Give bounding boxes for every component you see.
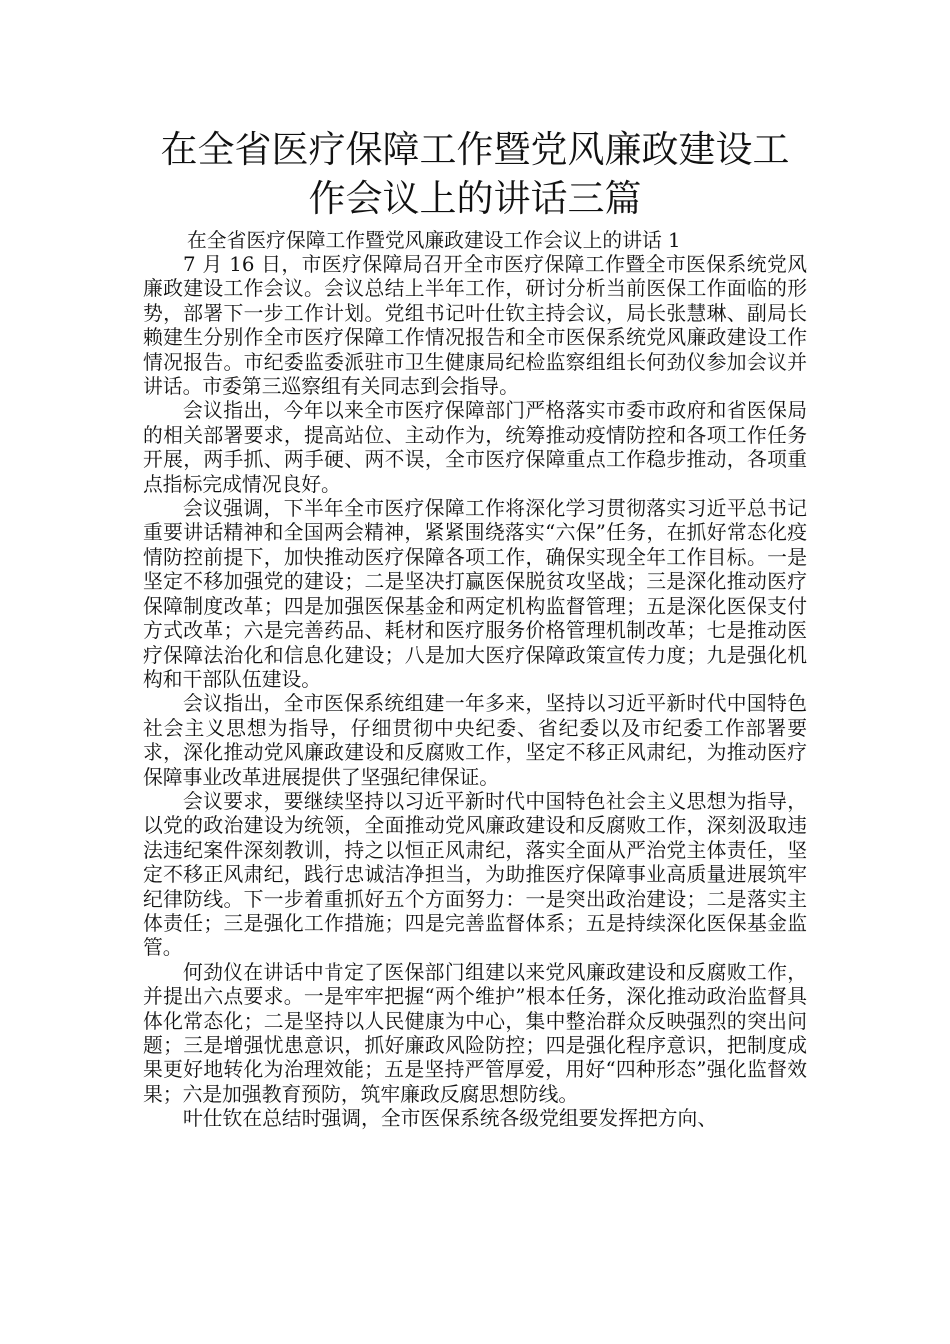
- section-heading: 在全省医疗保障工作暨党风廉政建设工作会议上的讲话 1: [187, 229, 681, 252]
- document-title: 在全省医疗保障工作暨党风廉政建设工作会议上的讲话三篇: [160, 128, 790, 220]
- paragraph-2: 会议指出，今年以来全市医疗保障部门严格落实市委市政府和省医保局的相关部署要求，提高站位、主动作为，统筹推动疫情防控和各项工作任务开展，两手抓、两手硬、两不误，全市医疗保障重点工作稳步推动，各项重点指标完成情况良好。: [143, 399, 807, 496]
- paragraph-6: 何劲仪在讲话中肯定了医保部门组建以来党风廉政建设和反腐败工作，并提出六点要求。一是牢牢把握“两个维护”根本任务，深化推动政治监督具体化常态化；二是坚持以人民健康为中心，集中整治群众反映强烈的突出问题；三是增强忧患意识，抓好廉政风险防控；四是强化程序意识，把制度成果更好地转化为治理效能；五是坚持严管厚爱，用好“四种形态”强化监督效果；六是加强教育预防，筑牢廉政反腐思想防线。: [143, 960, 807, 1106]
- paragraph-7: 叶仕钦在总结时强调，全市医保系统各级党组要发挥把方向、: [183, 1107, 718, 1131]
- paragraph-5: 会议要求，要继续坚持以习近平新时代中国特色社会主义思想为指导，以党的政治建设为统领，全面推动党风廉政建设和反腐败工作，深刻汲取违法违纪案件深刻教训，持之以恒正风肃纪，落实全面从严治党主体责任，坚定不移正风肃纪，践行忠诚洁净担当，为助推医疗保障事业高质量进展筑牢纪律防线。下一步着重抓好五个方面努力：一是突出政治建设；二是落实主体责任；三是强化工作措施；四是完善监督体系；五是持续深化医保基金监管。: [143, 789, 807, 960]
- document-body: [143, 125, 807, 1132]
- paragraph-1: 7 月 16 日，市医疗保障局召开全市医疗保障工作暨全市医保系统党风廉政建设工作会议。会议总结上半年工作，研讨分析当前医保工作面临的形势，部署下一步工作计划。党组书记叶仕钦主持会议，局长张慧琳、副局长赖建生分别作全市医疗保障工作情况报告和全市医保系统党风廉政建设工作情况报告。市纪委监委派驻市卫生健康局纪检监察组组长何劲仪参加会议并讲话。市委第三巡察组有关同志到会指导。: [143, 253, 807, 399]
- paragraph-4: 会议指出，全市医保系统组建一年多来，坚持以习近平新时代中国特色社会主义思想为指导，仔细贯彻中央纪委、省纪委以及市纪委工作部署要求，深化推动党风廉政建设和反腐败工作，坚定不移正风肃纪，为推动医疗保障事业改革进展提供了坚强纪律保证。: [143, 692, 807, 789]
- paragraph-3: 会议强调，下半年全市医疗保障工作将深化学习贯彻落实习近平总书记重要讲话精神和全国两会精神，紧紧围绕落实“六保”任务，在抓好常态化疫情防控前提下，加快推动医疗保障各项工作，确保实现全年工作目标。一是坚定不移加强党的建设；二是坚决打赢医保脱贫攻坚战；三是深化推动医疗保障制度改革；四是加强医保基金和两定机构监督管理；五是深化医保支付方式改革；六是完善药品、耗材和医疗服务价格管理机制改革；七是推动医疗保障法治化和信息化建设；八是加大医疗保障政策宣传力度；九是强化机构和干部队伍建设。: [143, 497, 807, 691]
